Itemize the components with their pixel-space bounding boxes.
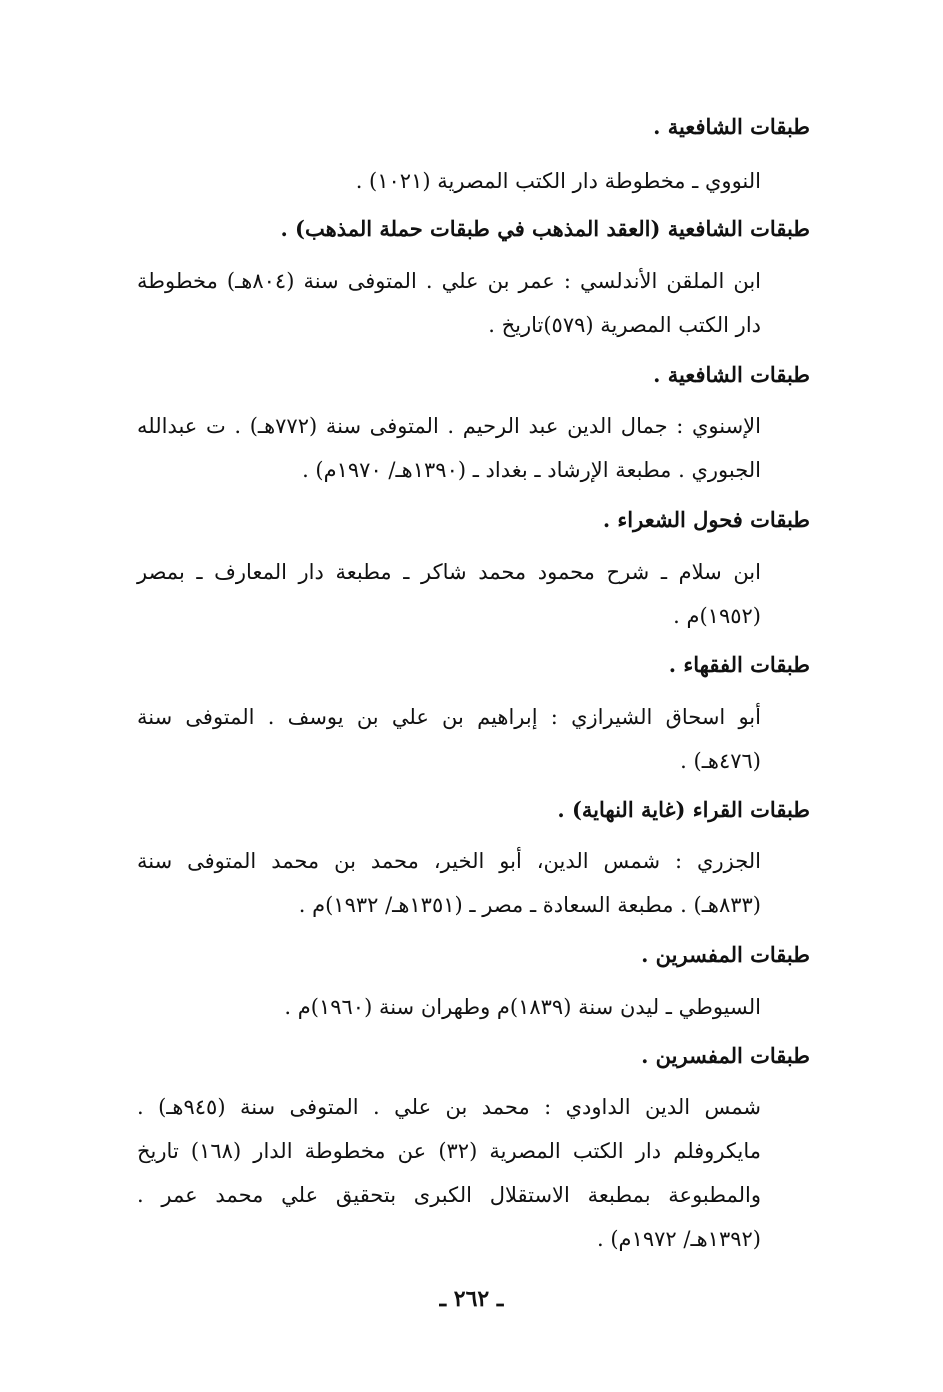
entry-line: (٨٣٣هـ) . مطبعة السعادة ـ مصر ـ (١٣٥١هـ/ ١٩٣٢)م . [298, 893, 761, 917]
entry-line: النووي ـ مخطوطة دار الكتب المصرية (١٠٢١) . [355, 169, 761, 193]
entry-line: ابن سلام ـ شرح محمود محمد شاكر ـ مطبعة دار المعارف ـ بمصر [137, 560, 761, 584]
entry-line: (١٩٥٢)م . [673, 604, 761, 628]
entry-heading: طبقات الشافعية (العقد المذهب في طبقات حملة المذهب) . [280, 216, 810, 241]
entry-body [137, 1085, 761, 1261]
entry-line: (٤٧٦هـ) . [680, 749, 761, 773]
entry-line: (١٣٩٢هـ/ ١٩٧٢م) . [597, 1227, 761, 1251]
page-number: ـ ٢٦٢ ـ [439, 1286, 504, 1312]
entry-heading: طبقات الفقهاء . [668, 652, 810, 677]
entry-line: دار الكتب المصرية (٥٧٩)تاريخ . [488, 313, 761, 337]
entry-line: مايكروفلم دار الكتب المصرية (٣٢) عن مخطوطة الدار (١٦٨) تاريخ [137, 1139, 761, 1163]
entry-body [137, 695, 761, 783]
entry-line: الجزري : شمس الدين، أبو الخير، محمد بن محمد المتوفى سنة [137, 849, 761, 873]
entry-line: والمطبوعة بمطبعة الاستقلال الكبرى بتحقيق علي محمد عمر . [137, 1183, 761, 1207]
entry-line: أبو اسحاق الشيرازي : إبراهيم بن علي بن يوسف . المتوفى سنة [137, 705, 761, 729]
entry-line: ابن الملقن الأندلسي : عمر بن علي . المتوفى سنة (٨٠٤هـ) مخطوطة [137, 269, 761, 293]
entry-line: الجبوري . مطبعة الإرشاد ـ بغداد ـ (١٣٩٠هـ/ ١٩٧٠م) . [302, 458, 761, 482]
entry-heading: طبقات القراء (غاية النهاية) . [557, 797, 810, 822]
entry-body [137, 985, 761, 1029]
entry-line: شمس الدين الداودي : محمد بن علي . المتوفى سنة (٩٤٥هـ) . [137, 1095, 761, 1119]
entry-body [137, 839, 761, 927]
entry-heading: طبقات المفسرين . [641, 1043, 810, 1068]
entry-heading: طبقات الشافعية . [653, 114, 810, 139]
entry-body [137, 159, 761, 203]
entry-line: الإسنوي : جمال الدين عبد الرحيم . المتوفى سنة (٧٧٢هـ) . ت عبدالله [137, 414, 761, 438]
entry-body [137, 259, 761, 347]
entry-heading: طبقات فحول الشعراء . [602, 507, 810, 532]
entry-heading: طبقات الشافعية . [653, 362, 810, 387]
entry-heading: طبقات المفسرين . [641, 942, 810, 967]
entry-body [137, 550, 761, 638]
entry-line: السيوطي ـ ليدن سنة (١٨٣٩)م وطهران سنة (١٩٦٠)م . [284, 995, 761, 1019]
entry-body [137, 404, 761, 492]
